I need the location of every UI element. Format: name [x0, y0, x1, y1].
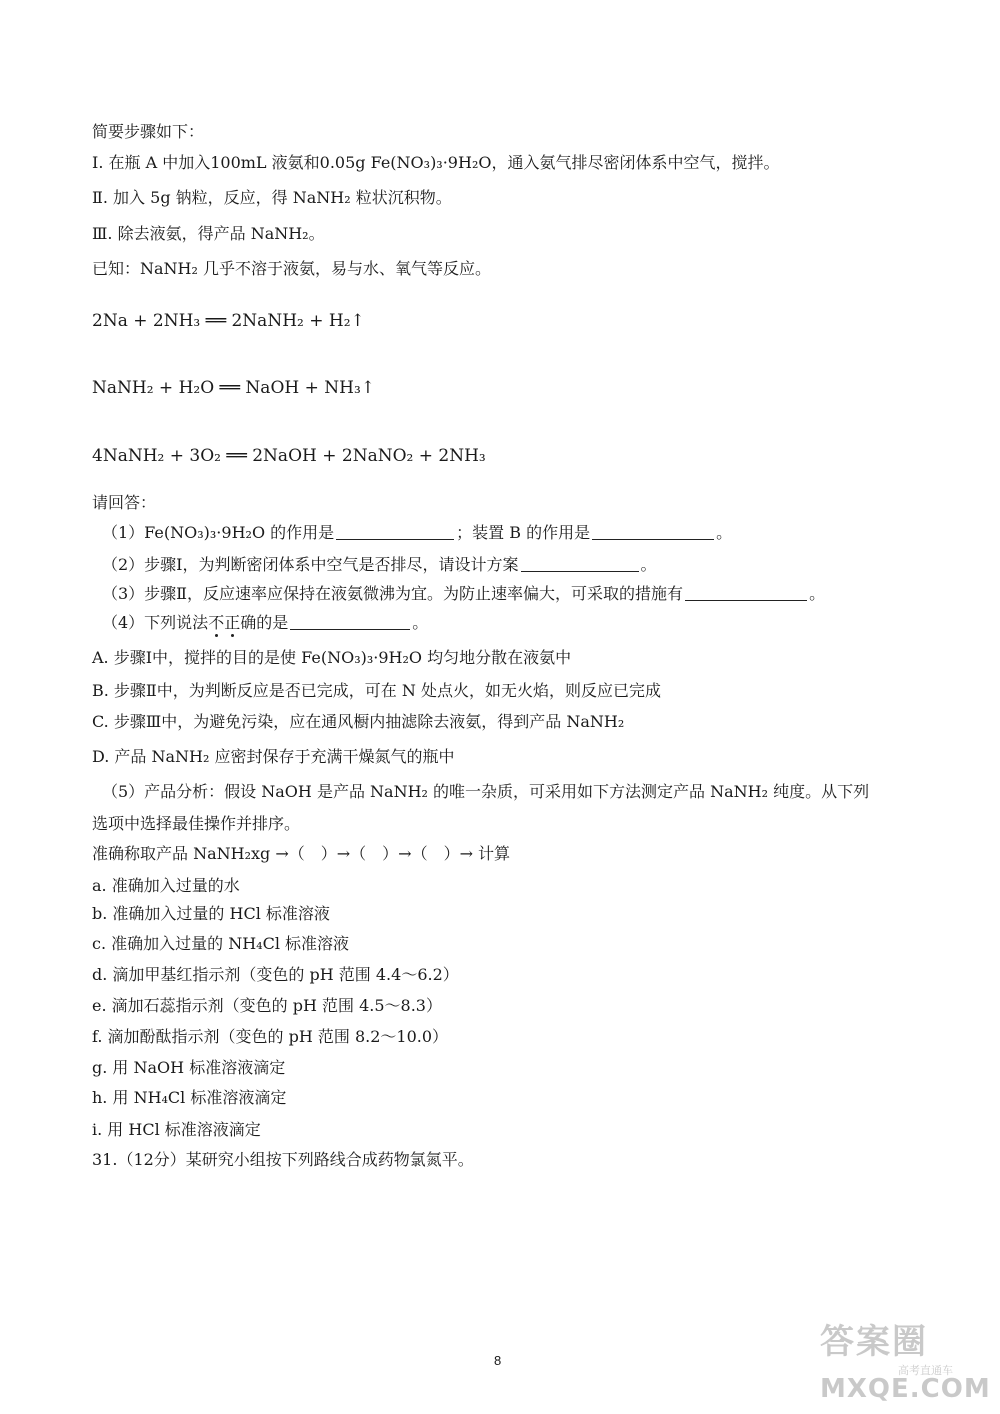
question-4-end: 。 [412, 613, 429, 632]
equation-2: NaNH₂ + H₂O ══ NaOH + NH₃↑ [92, 378, 376, 398]
question-2 [102, 553, 657, 577]
answer-blank-2[interactable] [521, 555, 639, 572]
question-3 [102, 582, 825, 606]
question-2-text: （2）步骤Ⅰ，为判断密闭体系中空气是否排尽，请设计方案 [102, 555, 519, 574]
answer-blank-4[interactable] [290, 613, 410, 630]
emphasis-not: 不 [208, 613, 225, 632]
choice-i: i. 用 HCl 标准溶液滴定 [92, 1120, 261, 1139]
option-b: B. 步骤Ⅱ中，为判断反应是否已完成，可在 N 处点火，如无火焰，则反应已完成 [92, 681, 661, 700]
question-4-text-end: 确的是 [240, 613, 289, 632]
question-1-part-a: （1）Fe(NO₃)₃·9H₂O 的作用是 [102, 523, 335, 542]
choice-a: a. 准确加入过量的水 [92, 876, 240, 895]
question-3-end: 。 [809, 584, 826, 603]
choice-h: h. 用 NH₄Cl 标准溶液滴定 [92, 1088, 287, 1107]
step-2: Ⅱ. 加入 5g 钠粒，反应，得 NaNH₂ 粒状沉积物。 [92, 188, 452, 207]
choice-d: d. 滴加甲基红指示剂（变色的 pH 范围 4.4～6.2） [92, 965, 459, 984]
step-1: Ⅰ. 在瓶 A 中加入100mL 液氨和0.05g Fe(NO₃)₃·9H₂O，通入氨气排尽密闭体系中空气，搅拌。 [92, 153, 780, 172]
watermark-url: MXQE.COM [820, 1374, 991, 1404]
choice-c: c. 准确加入过量的 NH₄Cl 标准溶液 [92, 934, 350, 953]
answer-blank-3[interactable] [685, 584, 807, 601]
choice-b: b. 准确加入过量的 HCl 标准溶液 [92, 904, 330, 923]
watermark-title: 答案圈 [820, 1322, 928, 1362]
known-info: 已知：NaNH₂ 几乎不溶于液氨，易与水、氧气等反应。 [92, 259, 491, 278]
choice-g: g. 用 NaOH 标准溶液滴定 [92, 1058, 286, 1077]
question-3-text: （3）步骤Ⅱ，反应速率应保持在液氨微沸为宜。为防止速率偏大，可采取的措施有 [102, 584, 684, 603]
sequence-line: 准确称取产品 NaNH₂xg →（ ）→（ ）→（ ）→ 计算 [92, 844, 511, 863]
equation-1: 2Na + 2NH₃ ══ 2NaNH₂ + H₂↑ [92, 311, 365, 331]
option-a: A. 步骤Ⅰ中，搅拌的目的是使 Fe(NO₃)₃·9H₂O 均匀地分散在液氨中 [92, 648, 572, 667]
choice-e: e. 滴加石蕊指示剂（变色的 pH 范围 4.5～8.3） [92, 996, 442, 1015]
question-1-end: 。 [716, 523, 733, 542]
intro-text: 简要步骤如下： [92, 122, 205, 141]
watermark-logo [820, 1322, 991, 1404]
question-2-end: 。 [640, 555, 657, 574]
question-4 [102, 611, 428, 635]
watermark-subtitle: 高考直通车 [898, 1364, 953, 1377]
page-number: 8 [494, 1353, 502, 1368]
question-1-part-b: ；装置 B 的作用是 [456, 523, 591, 542]
step-3: Ⅲ. 除去液氨，得产品 NaNH₂。 [92, 224, 325, 243]
equation-3: 4NaNH₂ + 3O₂ ══ 2NaOH + 2NaNO₂ + 2NH₃ [92, 446, 486, 466]
question-1 [102, 521, 732, 545]
question-4-text: （4）下列说法 [102, 613, 209, 632]
answer-prompt: 请回答： [92, 493, 157, 512]
choice-f: f. 滴加酚酞指示剂（变色的 pH 范围 8.2～10.0） [92, 1027, 449, 1046]
question-31: 31.（12分）某研究小组按下列路线合成药物氯氮平。 [92, 1150, 474, 1169]
option-c: C. 步骤Ⅲ中，为避免污染，应在通风橱内抽滤除去液氨，得到产品 NaNH₂ [92, 712, 625, 731]
question-5-line-1: （5）产品分析：假设 NaOH 是产品 NaNH₂ 的唯一杂质，可采用如下方法测定产品 NaNH₂ 纯度。从下列 [102, 782, 870, 801]
answer-blank-1a[interactable] [336, 523, 454, 540]
option-d: D. 产品 NaNH₂ 应密封保存于充满干燥氮气的瓶中 [92, 747, 455, 766]
emphasis-correct: 正 [224, 613, 241, 632]
question-5-line-2: 选项中选择最佳操作并排序。 [92, 814, 301, 833]
answer-blank-1b[interactable] [592, 523, 714, 540]
